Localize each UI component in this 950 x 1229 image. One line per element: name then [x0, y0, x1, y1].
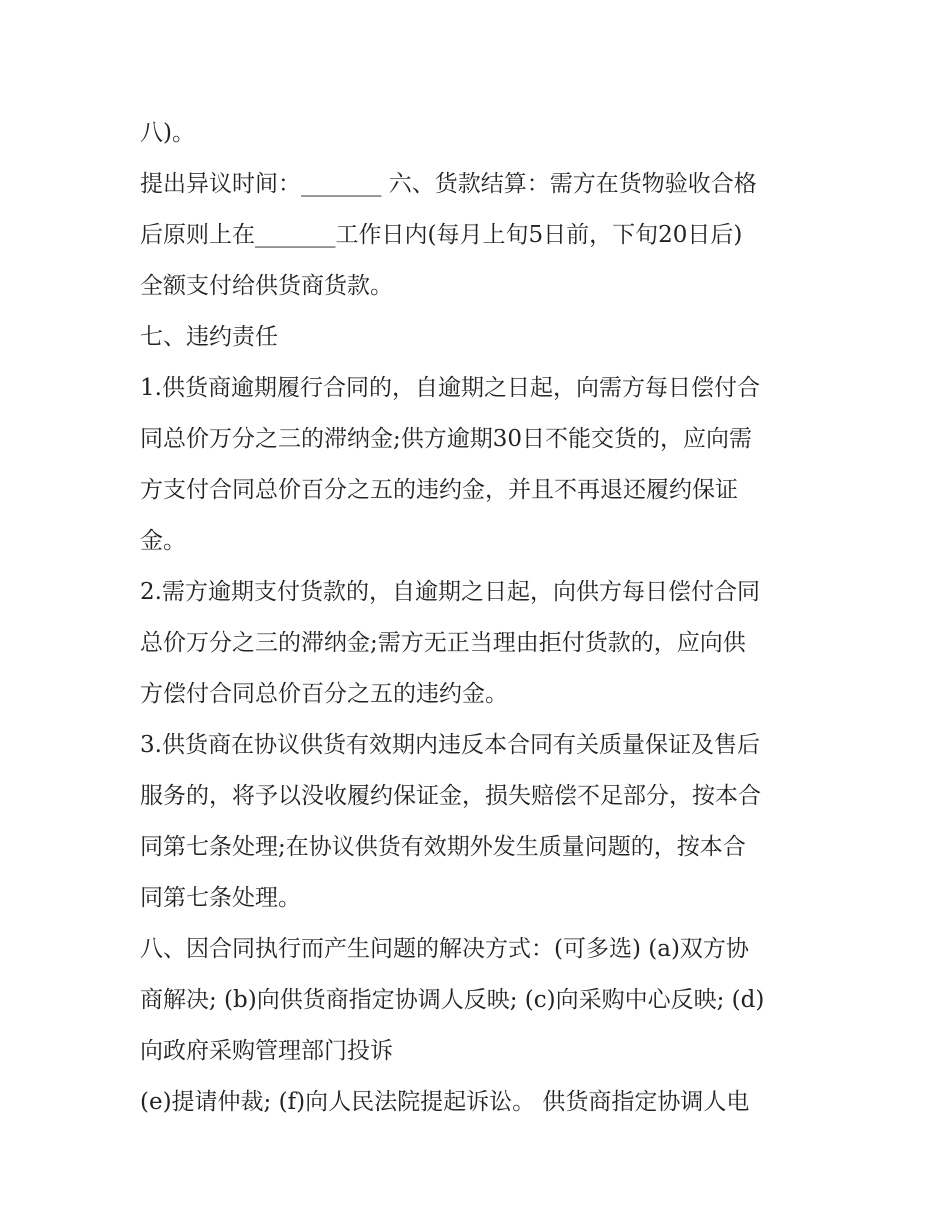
- text-line: 金。: [140, 528, 186, 554]
- text-line: 同第七条处理;在协议供货有效期外发生质量问题的，按本合: [140, 834, 746, 860]
- text-line: 方支付合同总价百分之五的违约金，并且不再退还履约保证: [140, 477, 738, 503]
- text-line: 2.需方逾期支付货款的，自逾期之日起，向供方每日偿付合同: [140, 579, 760, 605]
- text-line: 1.供货商逾期履行合同的，自逾期之日起，向需方每日偿付合: [140, 375, 760, 401]
- text-line: 后原则上在_______工作日内(每月上旬5日前，下旬20日后): [140, 222, 743, 248]
- text-line: (e)提请仲裁; (f)向人民法院提起诉讼。 供货商指定协调人电: [140, 1089, 750, 1115]
- text-line: 同第七条处理。: [140, 885, 301, 911]
- text-line: 3.供货商在协议供货有效期内违反本合同有关质量保证及售后: [140, 732, 760, 758]
- contract-text: [140, 108, 840, 1128]
- text-line: 向政府采购管理部门投诉: [140, 1038, 393, 1064]
- text-line: 提出异议时间：_______ 六、货款结算：需方在货物验收合格: [140, 171, 757, 197]
- text-line: 同总价万分之三的滞纳金;供方逾期30日不能交货的，应向需: [140, 426, 753, 452]
- text-line: 八)。: [140, 120, 195, 146]
- text-line: 全额支付给供货商货款。: [140, 273, 393, 299]
- text-line: 商解决; (b)向供货商指定协调人反映; (c)向采购中心反映; (d): [140, 987, 765, 1013]
- text-line: 服务的，将予以没收履约保证金，损失赔偿不足部分，按本合: [140, 783, 761, 809]
- text-line: 总价万分之三的滞纳金;需方无正当理由拒付货款的，应向供: [140, 630, 746, 656]
- text-line: 方偿付合同总价百分之五的违约金。: [140, 681, 508, 707]
- section-heading: 八、因合同执行而产生问题的解决方式：(可多选) (a)双方协: [140, 936, 749, 962]
- section-heading: 七、违约责任: [140, 324, 278, 350]
